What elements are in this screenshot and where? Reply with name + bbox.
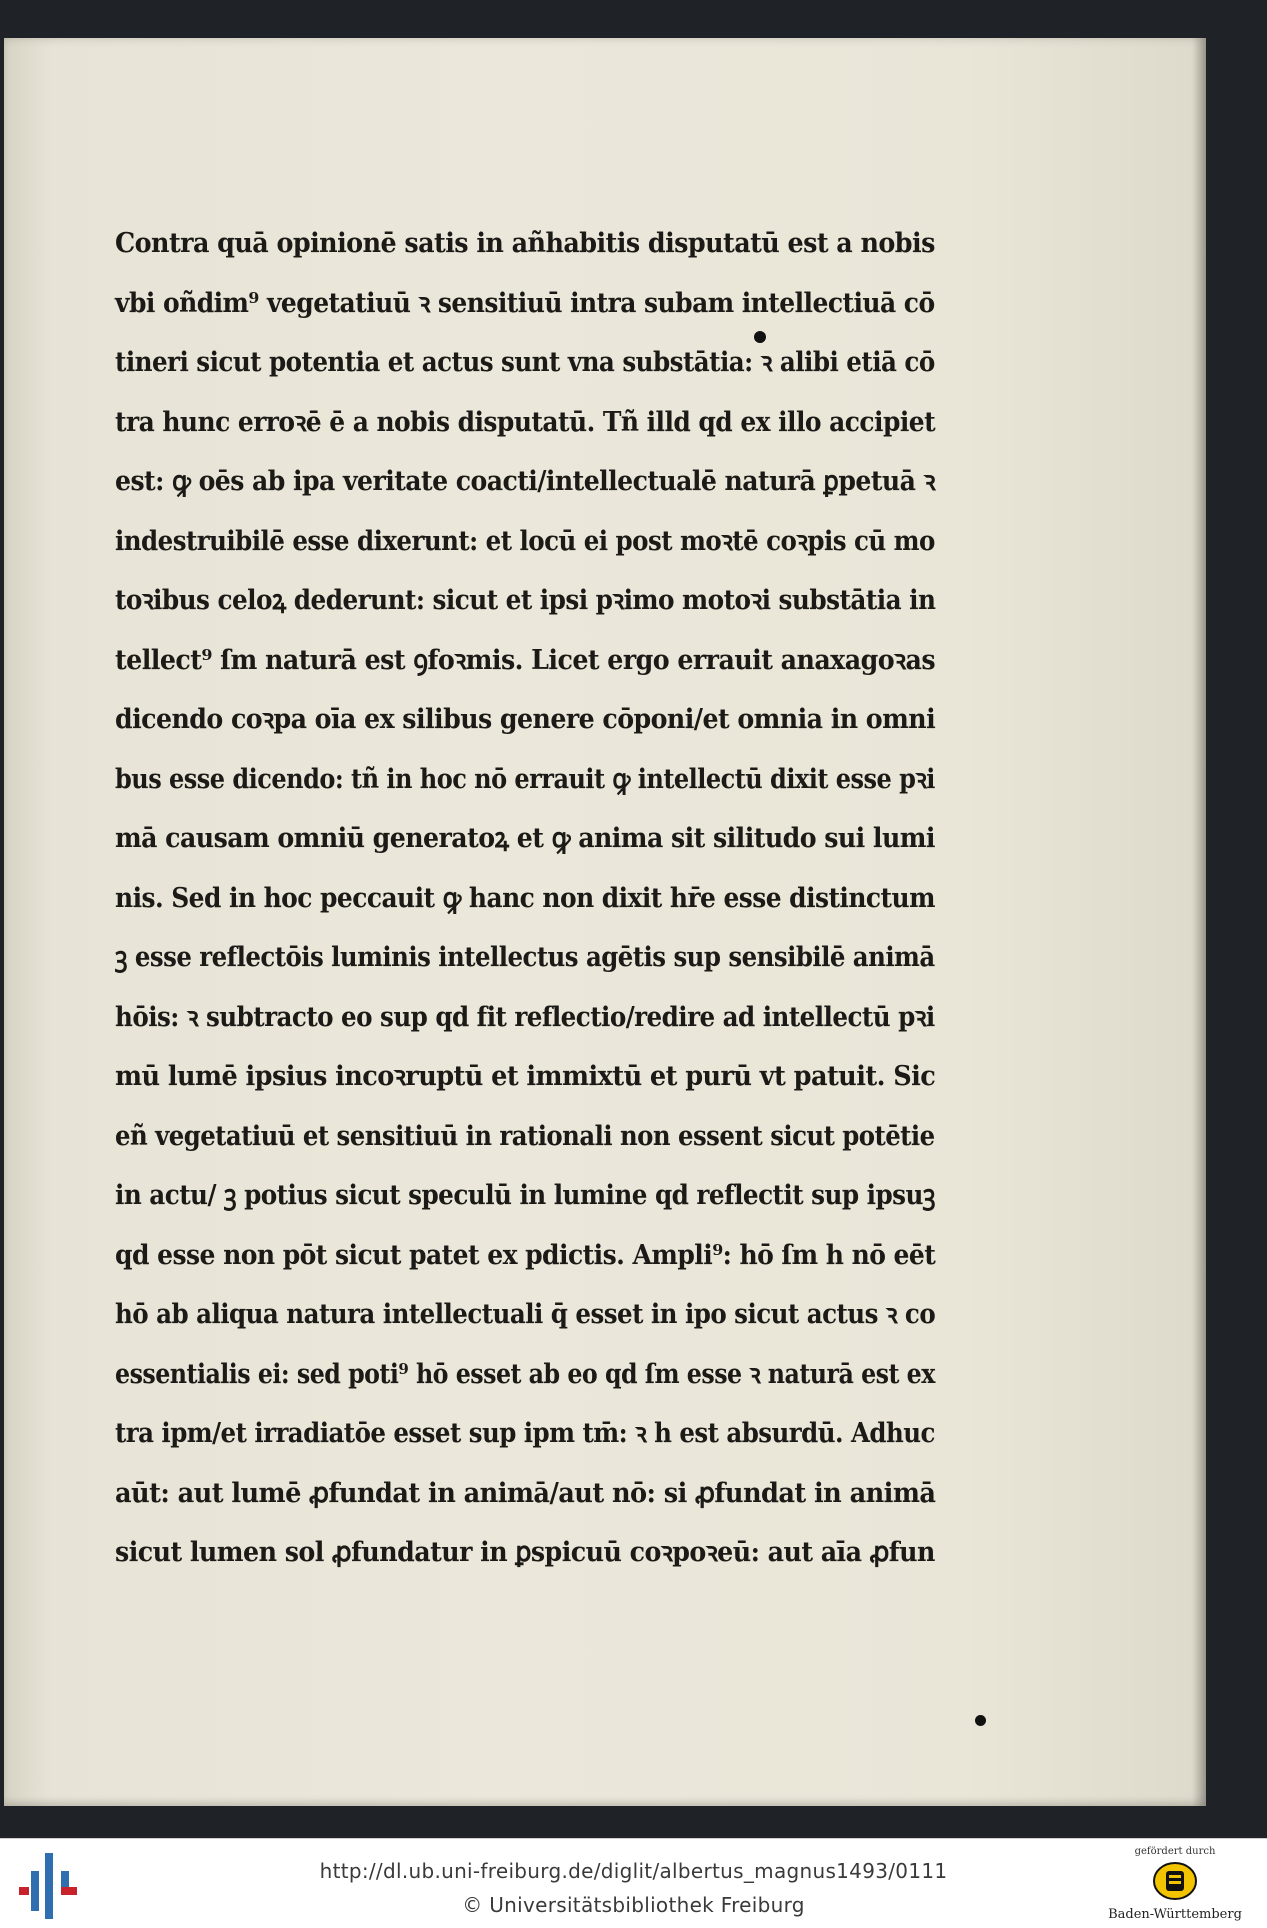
text-line: tellect⁹ ſm naturā est ꝯfoꝛmis. Licet ergo errauit anaxagoꝛas	[115, 644, 936, 676]
sponsor-label: gefördert durch	[1134, 1846, 1216, 1857]
text-line: eñ vegetatiuū et sensitiuū in rationali non essent sicut potētie	[115, 1120, 935, 1152]
text-line: tra hunc erroꝛē ē a nobis disputatū. Tñ illd qd ex illo accipiet	[115, 406, 936, 438]
text-line: nis. Sed in hoc peccauit ꝙ hanc non dixit hr̄e esse distinctum	[115, 882, 935, 914]
text-line: aūt: aut lumē ꝓfundat in animā/aut nō: si ꝓfundat in animā	[115, 1477, 936, 1509]
sponsor-block	[1100, 1845, 1250, 1925]
text-line: Contra quā opinionē satis in añhabitis disputatū est a nobis	[115, 228, 935, 259]
book-page	[4, 38, 1206, 1806]
text-line: sicut lumen sol ꝓfundatur in ꝑspicuū coꝛpoꝛeū: aut aīa ꝓfun	[115, 1537, 935, 1568]
permalink-url[interactable]: http://dl.ub.uni-freiburg.de/diglit/albertus_magnus1493/0111	[319, 1859, 948, 1883]
text-line: hō ab aliqua natura intellectuali q̄ esset in ipo sicut actus ꝛ co	[115, 1299, 936, 1330]
sponsor-name: Baden-Württemberg	[1108, 1907, 1242, 1922]
text-line: ꝫ esse reflectōis luminis intellectus agētis sup sensibilē animā	[115, 942, 935, 973]
text-line: tineri sicut potentia et actus sunt vna substātia: ꝛ alibi etiā cō	[115, 347, 935, 378]
text-line: mā causam omniū generatoꝝ et ꝙ anima sit silitudo sui lumi	[115, 823, 935, 854]
text-line: mū lumē ipsius incoꝛruptū et immixtū et purū vt patuit. Sic	[115, 1061, 936, 1092]
text-line: vbi oñdim⁹ vegetatiuū ꝛ sensitiuū intra subam intellectiuā cō	[115, 287, 935, 319]
text-line: toꝛibus celoꝝ dederunt: sicut et ipsi pꝛimo motoꝛi substātia in	[115, 585, 936, 616]
text-line: in actu/ ꝫ potius sicut speculū in lumine qd reflectit sup ipsuꝫ	[115, 1180, 935, 1211]
text-line: qd esse non pōt sicut patet ex pdictis. Ampli⁹: hō ſm h nō eēt	[115, 1239, 936, 1271]
text-line: bus esse dicendo: tñ in hoc nō errauit ꝙ intellectū dixit esse pꝛi	[115, 763, 935, 795]
ink-dot	[754, 331, 766, 343]
state-emblem-icon	[1152, 1861, 1198, 1901]
ink-dot	[975, 1715, 986, 1726]
text-line: tra ipm/et irradiatōe esset sup ipm tm̄: ꝛ h est absurdū. Adhuc	[115, 1418, 935, 1449]
text-line: indestruibilē esse dixerunt: et locū ei post moꝛtē coꝛpis cū mo	[115, 525, 935, 557]
text-line: essentialis ei: sed poti⁹ hō esset ab eo qd ſm esse ꝛ naturā est ex	[115, 1358, 935, 1390]
copyright-notice: © Universitätsbibliothek Freiburg	[462, 1893, 805, 1917]
text-line: est: ꝙ oēs ab ipa veritate coacti/intellectualē naturā ꝑpetuā ꝛ	[115, 466, 935, 497]
footer-bar	[0, 1838, 1267, 1928]
text-line: dicendo coꝛpa oīa ex silibus genere cōponi/et omnia in omni	[115, 704, 936, 735]
page-text-block	[115, 214, 935, 1583]
text-line: hōis: ꝛ subtracto eo sup qd fit reflectio/redire ad intellectū pꝛi	[115, 1001, 935, 1033]
